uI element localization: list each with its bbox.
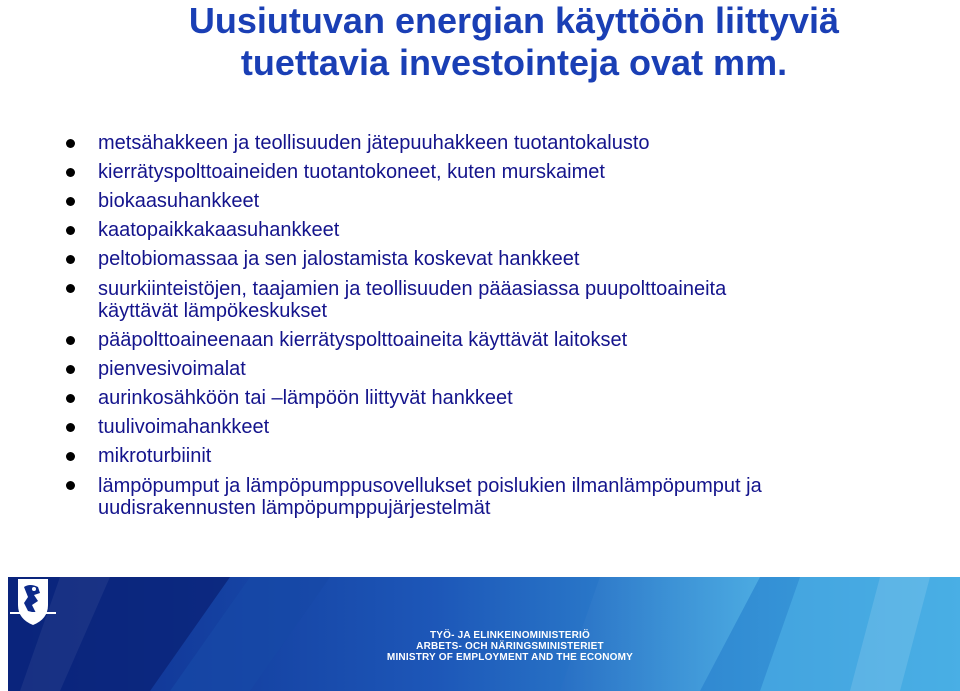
bullet-item: [66, 355, 946, 384]
bullet-text: suurkiinteistöjen, taajamien ja teollisuuden pääasiassa puupolttoaineita: [98, 278, 727, 300]
ministry-name-sv: ARBETS- OCH NÄRINGSMINISTERIET: [416, 641, 604, 652]
bullet-dot-icon: [66, 255, 75, 264]
bullet-text: pääpolttoaineenaan kierrätyspolttoaineita käyttävät laitokset: [98, 329, 628, 351]
slide-title: [104, 0, 924, 84]
finnish-lion-crest-icon: [0, 575, 66, 629]
bullet-item: [66, 274, 946, 326]
bullet-text: tuulivoimahankkeet: [98, 416, 270, 438]
bullet-text: kierrätyspolttoaineiden tuotantokoneet, kuten murskaimet: [98, 161, 605, 183]
slide-title-line-1: Uusiutuvan energian käyttöön liittyviä: [188, 0, 840, 41]
bullet-dot-icon: [66, 336, 75, 345]
bullet-item: [66, 442, 946, 471]
bullet-item: [66, 129, 946, 158]
bullet-list: [66, 129, 946, 523]
bullet-dot-icon: [66, 197, 75, 206]
bullet-text: mikroturbiinit: [98, 445, 212, 467]
bullet-text: biokaasuhankkeet: [98, 190, 260, 212]
bullet-item: [66, 471, 946, 523]
bullet-item: [66, 326, 946, 355]
bullet-text-continuation: uudisrakennusten lämpöpumppujärjestelmät: [98, 497, 491, 519]
bullet-item: [66, 216, 946, 245]
bullet-text: pienvesivoimalat: [98, 358, 246, 380]
bullet-text: lämpöpumput ja lämpöpumppusovellukset poislukien ilmanlämpöpumput ja: [98, 475, 762, 497]
bullet-dot-icon: [66, 423, 75, 432]
bullet-text: metsähakkeen ja teollisuuden jätepuuhakkeen tuotantokalusto: [98, 132, 650, 154]
bullet-text: peltobiomassaa ja sen jalostamista koskevat hankkeet: [98, 248, 580, 270]
bullet-dot-icon: [66, 452, 75, 461]
bullet-item: [66, 245, 946, 274]
ministry-banner: [0, 575, 960, 691]
bullet-text-continuation: käyttävät lämpökeskukset: [98, 300, 327, 322]
bullet-dot-icon: [66, 481, 75, 490]
slide-title-line-2: tuettavia investointeja ovat mm.: [240, 42, 788, 83]
bullet-dot-icon: [66, 365, 75, 374]
bullet-dot-icon: [66, 226, 75, 235]
bullet-dot-icon: [66, 394, 75, 403]
bullet-item: [66, 158, 946, 187]
ministry-name: [330, 630, 690, 663]
bullet-dot-icon: [66, 168, 75, 177]
bullet-item: [66, 384, 946, 413]
bullet-text: aurinkosähköön tai –lämpöön liittyvät hankkeet: [98, 387, 513, 409]
bullet-item: [66, 413, 946, 442]
bullet-text: kaatopaikkakaasuhankkeet: [98, 219, 340, 241]
bullet-dot-icon: [66, 284, 75, 293]
ministry-name-fi: TYÖ- JA ELINKEINOMINISTERIÖ: [429, 630, 591, 641]
ministry-name-en: MINISTRY OF EMPLOYMENT AND THE ECONOMY: [386, 652, 634, 663]
bullet-dot-icon: [66, 139, 75, 148]
bullet-item: [66, 187, 946, 216]
